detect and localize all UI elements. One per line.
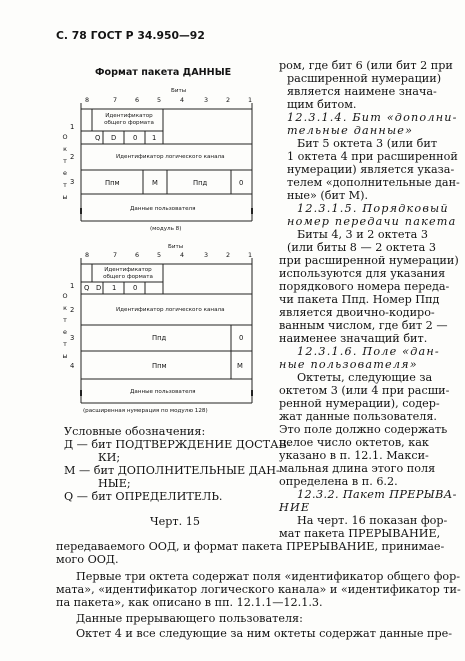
bit-d: D: [111, 134, 117, 142]
text-line: ром, где бит 6 (или бит 2 при: [279, 59, 453, 72]
text-line: расширенной нумерации): [287, 72, 442, 85]
text-line: наименее значащий бит.: [279, 332, 428, 345]
text-line: указано в п. 12.1. Макси-: [279, 449, 429, 462]
octet-number: 1: [70, 123, 75, 131]
text-line: Бит 5 октета 3 (или бит: [297, 137, 438, 150]
bit-number: 3: [203, 251, 209, 259]
octets-label: О к т е т ы: [62, 133, 68, 201]
text-line: па пакета», как описано в пп. 12.1.1—12.1.3.: [56, 596, 323, 609]
subsection-heading: номер передачи пакета: [287, 215, 457, 228]
text-line: порядкового номера переда-: [279, 280, 450, 293]
bit-number: 2: [225, 251, 231, 259]
bit-zero: 0: [133, 284, 138, 292]
text-line: нумерации) является указа-: [287, 163, 455, 176]
bit-number: 6: [134, 251, 140, 259]
text-line: (или биты 8 — 2 октета 3: [287, 241, 436, 254]
lci-field: Идентификатор логического канала: [116, 154, 225, 160]
text-line: целое число октетов, как: [279, 436, 429, 449]
subsection-heading: ные пользователя»: [279, 358, 418, 371]
text-line: мальная длина этого поля: [279, 462, 436, 475]
text-line: ные» (бит М).: [287, 189, 369, 202]
text-line: мого ООД.: [56, 553, 119, 566]
text-line: телем «дополнительные дан-: [287, 176, 460, 189]
bit-q: Q: [95, 134, 101, 142]
bits-label: Биты: [171, 88, 187, 94]
figure-title: Формат пакета ДАННЫЕ: [95, 67, 232, 78]
bit-number: 5: [156, 251, 162, 259]
diagram-caption: (модуль 8): [150, 226, 182, 232]
octet-number: 2: [70, 153, 75, 161]
text-line: является наимене значa-: [287, 85, 437, 98]
bit-q: Q: [84, 284, 90, 292]
gfi-field: Идентификатор общего формата: [104, 113, 154, 126]
text-line: используются для указания: [279, 267, 446, 280]
bit-zero: 0: [239, 334, 244, 342]
text-line: чи пакета Ппд. Номер Ппд: [279, 293, 440, 306]
text-line: Октет 4 и все следующие за ним октеты содержат данные пре-: [76, 627, 453, 640]
text-line: жат данные пользователя.: [279, 410, 437, 423]
legend-line: Д — бит ПОДТВЕРЖДЕНИЕ ДОСТАВ-: [64, 438, 291, 451]
m-bit: М: [152, 179, 158, 187]
octet-number: 3: [70, 178, 75, 186]
text-line: является двоично-кодиро-: [279, 306, 435, 319]
ps-field: Ппд: [193, 179, 208, 187]
ps-field: Ппд: [152, 334, 167, 342]
text-line: передаваемого ООД, и формат пакета ПРЕРЫВАНИЕ, принимае-: [56, 540, 445, 553]
subsection-heading: 12.3.1.6. Поле «дан-: [297, 345, 440, 358]
octet-number: 3: [70, 334, 75, 342]
bit-number: 5: [156, 96, 162, 104]
bits-label: Биты: [168, 244, 184, 250]
text-line: 1 октета 4 при расширенной: [287, 150, 458, 163]
bit-number: 1: [247, 96, 253, 104]
octet-number: 1: [70, 282, 75, 290]
bit-number: 4: [179, 251, 185, 259]
text-line: Это поле должно содержать: [279, 423, 448, 436]
bit-number: 7: [112, 251, 118, 259]
octet-number: 2: [70, 306, 75, 314]
bit-numbers-row: [84, 251, 254, 259]
text-line: октетом 3 (или 4 при расши-: [279, 384, 450, 397]
diagram-caption: (расширенная нумерация по модулю 128): [83, 408, 208, 414]
figure-caption: Черт. 15: [150, 515, 200, 528]
octet-number: 4: [70, 362, 75, 370]
bit-number: 6: [134, 96, 140, 104]
bit-number: 3: [203, 96, 209, 104]
octets-label: О к т е т ы: [62, 292, 68, 360]
bit-number: 8: [84, 251, 90, 259]
m-bit: М: [237, 362, 243, 370]
text-line: На черт. 16 показан фор-: [297, 514, 448, 527]
subsection-heading: 12.3.2. Пакет ПРЕРЫВА-: [297, 488, 457, 501]
pr-field: Ппм: [105, 179, 120, 187]
page-header: С. 78 ГОСТ Р 34.950—92: [56, 29, 205, 42]
lci-field: Идентификатор логического канала: [116, 307, 225, 313]
text-line: мата», «идентификатор логического канала» и «идентификатор ти-: [56, 583, 461, 596]
gfi-field: Идентификатор общего формата: [103, 267, 153, 280]
text-line: Первые три октета содержат поля «идентификатор общего фор-: [76, 570, 461, 583]
legend-line: М — бит ДОПОЛНИТЕЛЬНЫЕ ДАН-: [64, 464, 280, 477]
bit-zero: 0: [239, 179, 244, 187]
user-data-field: Данные пользователя: [130, 389, 196, 395]
text-line: щим битом.: [287, 98, 357, 111]
bit-number: 7: [112, 96, 118, 104]
bit-zero: 0: [133, 134, 138, 142]
legend-line: НЫЕ;: [98, 477, 131, 490]
legend-line: КИ;: [98, 451, 121, 464]
text-line: мат пакета ПРЕРЫВАНИЕ,: [279, 527, 441, 540]
bit-one: 1: [152, 134, 157, 142]
text-line: Данные прерывающего пользователя:: [76, 612, 303, 625]
bit-d: D: [96, 284, 102, 292]
text-line: ванным числом, где бит 2 —: [279, 319, 448, 332]
subsection-heading: 12.3.1.4. Бит «дополни-: [287, 111, 458, 124]
pr-field: Ппм: [152, 362, 167, 370]
text-line: ренной нумерации), содер-: [279, 397, 440, 410]
text-line: Октеты, следующие за: [297, 371, 433, 384]
bit-number: 2: [225, 96, 231, 104]
bit-number: 1: [247, 251, 253, 259]
text-line: Биты 4, 3 и 2 октета 3: [297, 228, 428, 241]
bit-number: 8: [84, 96, 90, 104]
user-data-field: Данные пользователя: [130, 206, 196, 212]
legend-title: Условные обозначения:: [64, 425, 206, 438]
subsection-heading: 12.3.1.5. Порядковый: [297, 202, 449, 215]
bit-number: 4: [179, 96, 185, 104]
subsection-heading: НИЕ: [279, 501, 311, 514]
legend-line: Q — бит ОПРЕДЕЛИТЕЛЬ.: [64, 490, 223, 503]
bit-one: 1: [112, 284, 117, 292]
subsection-heading: тельные данные»: [287, 124, 414, 137]
text-line: при расширенной нумерации): [279, 254, 459, 267]
text-line: определена в п. 6.2.: [279, 475, 398, 488]
